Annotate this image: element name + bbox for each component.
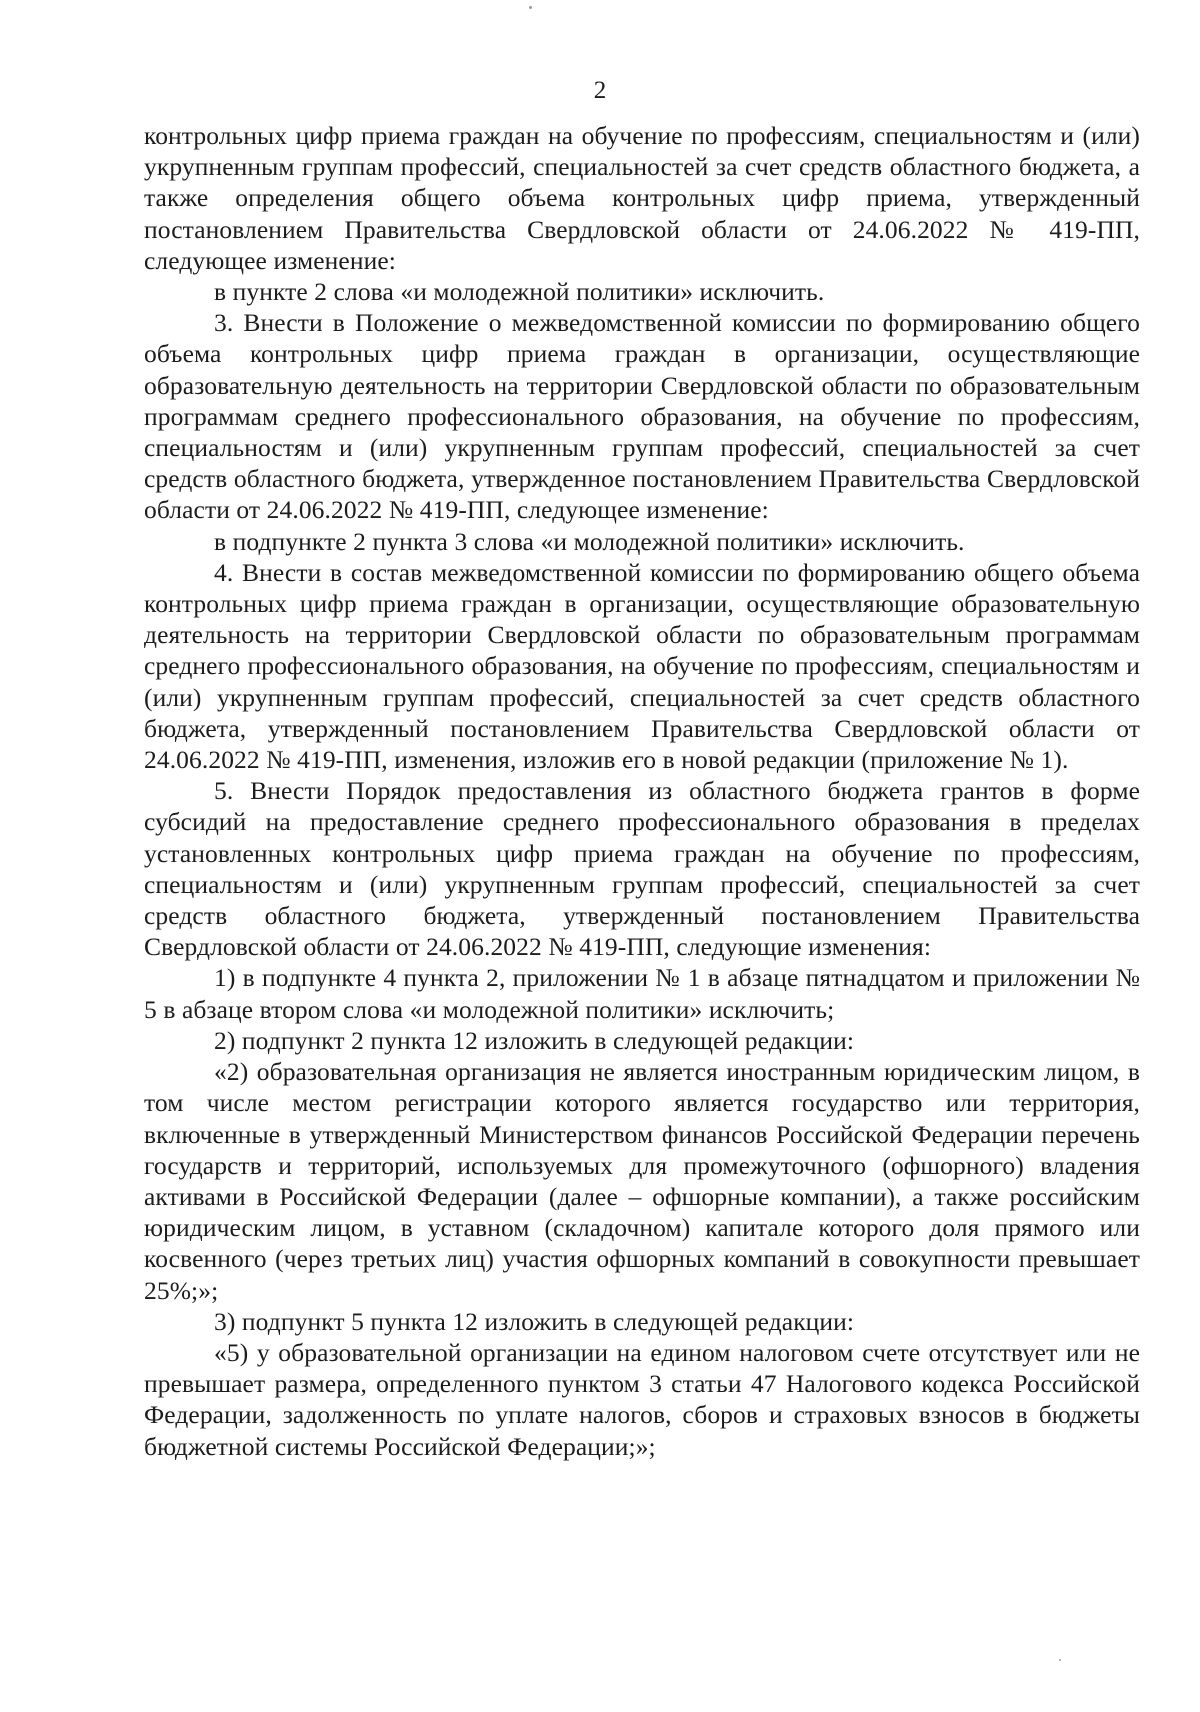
paragraph-item-4: 4. Внести в состав межведомственной комиссии по формированию общего объема контрольных цифр приема граждан в организации, осуществляющие образовательную деятельность на территории Свердловской области по образовательным программам среднего профессионального образования, на обучение по профессиям, специальностям и (или) укрупненным группам профессий, специальностей за счет средств областного бюджета, утвержденный постановлением Правительства Свердловской области от 24.06.2022 № 419-ПП, изменения, изложив его в новой редакции (приложение № 1).: [144, 557, 1140, 775]
scan-speck: [1059, 1659, 1061, 1661]
paragraph: в подпункте 2 пункта 3 слова «и молодежной политики» исключить.: [214, 526, 965, 556]
scan-speck: [529, 6, 532, 9]
paragraph-item-3: 3. Внести в Положение о межведомственной комиссии по формированию общего объема контрольных цифр приема граждан в организации, осуществляющие образовательную деятельность на территории Свердловской области по образовательным программам среднего профессионального образования, на обучение по профессиям, специальностям и (или) укрупненным группам профессий, специальностей за счет средств областного бюджета, утвержденное постановлением Правительства Свердловской области от 24.06.2022 № 419-ПП, следующее изменение:: [144, 308, 1140, 525]
paragraph-subitem-1: 1) в подпункте 4 пункта 2, приложении № 1 в абзаце пятнадцатом и приложении № 5 в абзаце втором слова «и молодежной политики» исключить;: [144, 963, 1140, 1024]
paragraph-continuation: контрольных цифр приема граждан на обучение по профессиям, специальностям и (или) укрупненным группам профессий, специальностей за счет средств областного бюджета, а также определения общего объема контрольных цифр приема, утвержденный постановлением Правительства Свердловской области от 24.06.2022 № 419-ПП, следующее изменение:: [144, 121, 1140, 275]
document-body: [144, 120, 1140, 1462]
paragraph-quote: «5) у образовательной организации на едином налоговом счете отсутствует или не превышает размера, определенного пунктом 3 статьи 47 Налогового кодекса Российской Федерации, задолженность по уплате налогов, сборов и страховых взносов в бюджеты бюджетной системы Российской Федерации;»;: [144, 1337, 1140, 1461]
page-number: 2: [593, 77, 607, 104]
paragraph-item-5: 5. Внести Порядок предоставления из областного бюджета грантов в форме субсидий на предоставление среднего профессионального образования в пределах установленных контрольных цифр приема граждан на обучение по профессиям, специальностям и (или) укрупненным группам профессий, специальностей за счет средств областного бюджета, утвержденный постановлением Правительства Свердловской области от 24.06.2022 № 419-ПП, следующие изменения:: [144, 776, 1140, 962]
paragraph-quote: «2) образовательная организация не является иностранным юридическим лицом, в том числе местом регистрации которого является государство или территория, включенные в утвержденный Министерством финансов Российской Федерации перечень государств и территорий, используемых для промежуточного (офшорного) владения активами в Российской Федерации (далее – офшорные компании), а также российским юридическим лицом, в уставном (складочном) капитале которого доля прямого или косвенного (через третьих лиц) участия офшорных компаний в совокупности превышает 25%;»;: [144, 1057, 1140, 1305]
paragraph: в пункте 2 слова «и молодежной политики» исключить.: [214, 277, 825, 307]
paragraph-subitem-2: 2) подпункт 2 пункта 12 изложить в следующей редакции:: [214, 1025, 855, 1055]
paragraph-subitem-3: 3) подпункт 5 пункта 12 изложить в следующей редакции:: [214, 1306, 855, 1336]
